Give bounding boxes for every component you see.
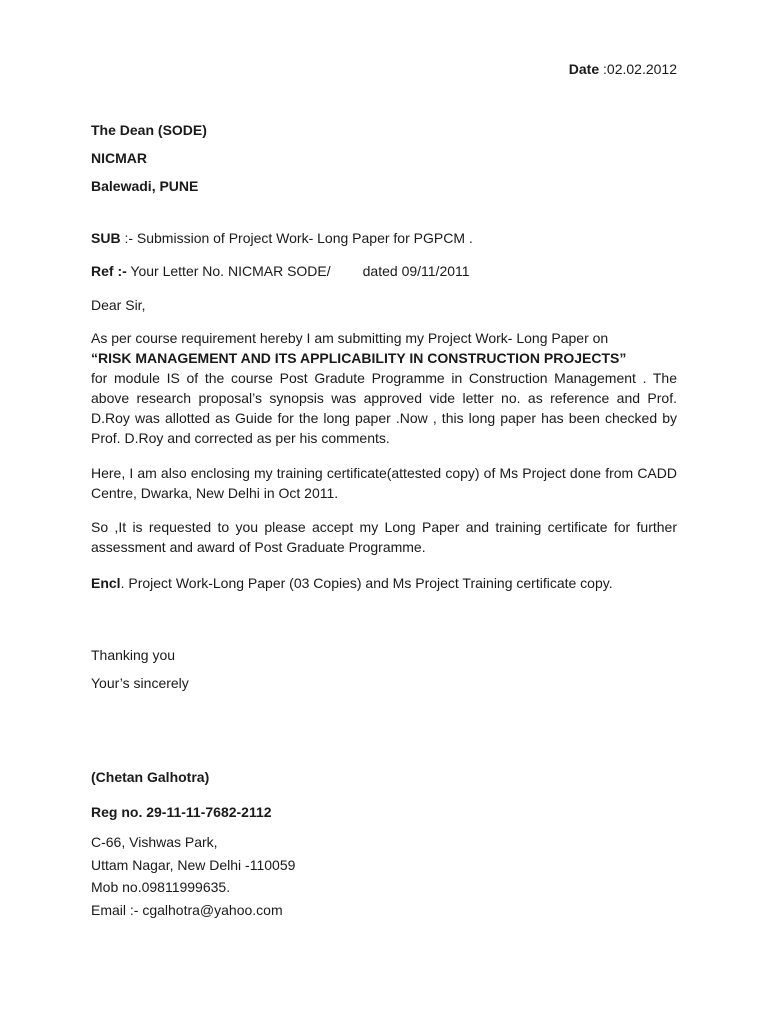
recipient-address	[91, 120, 207, 204]
reference-line	[91, 261, 470, 281]
recipient-line-3: Balewadi, PUNE	[91, 178, 199, 194]
salutation: Dear Sir,	[91, 297, 146, 313]
reference-label: Ref :-	[91, 263, 127, 279]
registration-number: Reg no. 29-11-11-7682-2112	[91, 804, 272, 820]
contact-block	[91, 831, 295, 921]
recipient-line-1: The Dean (SODE)	[91, 122, 207, 138]
address-line-2: Uttam Nagar, New Delhi -110059	[91, 856, 296, 873]
enclosure-line	[91, 573, 613, 593]
subject-text: :- Submission of Project Work- Long Paper for PGPCM .	[124, 230, 473, 246]
subject-line	[91, 228, 473, 248]
body-paragraph-3: So ,It is requested to you please accept my Long Paper and training certificate for further assessment and award of Post Graduate Programme.	[91, 519, 677, 555]
date-line	[569, 59, 677, 79]
reference-text: Your Letter No. NICMAR SODE/	[130, 263, 331, 279]
closing-sincerely: Your’s sincerely	[91, 675, 189, 691]
body-p1-rest: for module IS of the course Post Gradute Programme in Construction Management . The above research proposal’s synopsis was approved vide letter no. as reference and Prof. D.Roy was allotted as Guide for the long paper .Now , this long paper has been checked by Prof. D.Roy and corrected as per his comments.	[91, 370, 677, 446]
recipient-line-2: NICMAR	[91, 150, 147, 166]
address-line-1: C-66, Vishwas Park,	[91, 834, 218, 850]
enclosure-text: . Project Work-Long Paper (03 Copies) and Ms Project Training certificate copy.	[120, 575, 613, 591]
mobile-number: Mob no.09811999635.	[91, 879, 231, 896]
closing-thanks: Thanking you	[91, 647, 176, 663]
body-p1-line1: As per course requirement hereby I am submitting my Project Work- Long Paper on	[91, 330, 609, 346]
signatory-name: (Chetan Galhotra)	[91, 769, 210, 785]
enclosure-label: Encl	[91, 575, 121, 591]
body-paragraph-2: Here, I am also enclosing my training certificate(attested copy) of Ms Project done from CADD Centre, Dwarka, New Delhi in Oct 2011.	[91, 465, 677, 501]
email-address: Email :- cgalhotra@yahoo.com	[91, 901, 283, 918]
reference-dated: dated 09/11/2011	[362, 263, 470, 279]
date-value: :02.02.2012	[603, 61, 677, 77]
date-label: Date	[568, 61, 600, 77]
project-title: “RISK MANAGEMENT AND ITS APPLICABILITY IN CONSTRUCTION PROJECTS”	[91, 350, 627, 366]
subject-label: SUB	[91, 230, 121, 246]
body-paragraph-1	[91, 328, 677, 448]
